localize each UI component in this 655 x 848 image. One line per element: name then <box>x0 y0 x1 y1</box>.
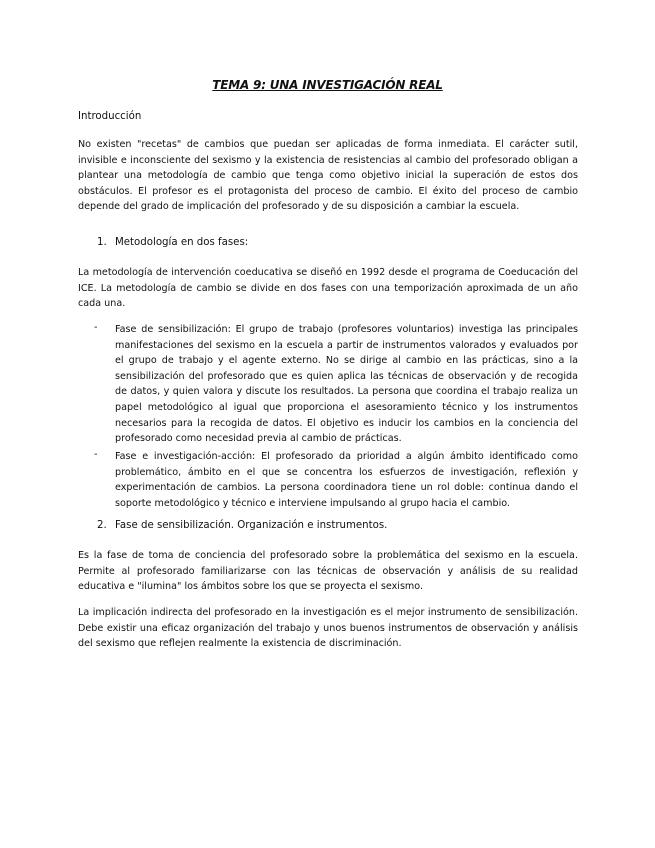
section-2-number: 2. <box>97 520 107 531</box>
section-2-paragraph-1: Es la fase de toma de conciencia del profesorado sobre la problemática del sexismo en la escuela. Permite al profesorado familiarizarse con las técnicas de observación y análisis de su realidad educativa e "ilumina" los ámbitos sobre los que se proyecta el sexismo. <box>78 550 578 593</box>
section-2-paragraph-2: La implicación indirecta del profesorado en la investigación es el mejor instrumento de sensibilización. Debe existir una eficaz organización del trabajo y unos buenos instrumentos de observación y análisis del sexismo que reflejen realmente la existencia de discriminación. <box>78 607 578 650</box>
bullet-marker: - <box>94 322 98 333</box>
section-1-number: 1. <box>97 237 107 248</box>
bullet-item-sensibilizacion: Fase de sensibilización: El grupo de trabajo (profesores voluntarios) investiga las principales manifestaciones del sexismo en la escuela a partir de instrumentos valorados y evaluados por el grupo de trabajo y el agente externo. No se dirige al cambio en las prácticas, sino a la sensibilización del profesorado que es quien aplica las técnicas de observación y de recogida de datos, y quien valora y discute los resultados. La persona que coordina el trabajo realiza un papel metodológico al igual que proporciona el asesoramiento técnico y los instrumentos necesarios para la recogida de datos. El objetivo es inducir los cambios en la conciencia del profesorado como necesidad previa al cambio de prácticas. <box>115 324 578 445</box>
intro-paragraph: No existen "recetas" de cambios que puedan ser aplicadas de forma inmediata. El carácter sutil, invisible e inconsciente del sexismo y la existencia de resistencias al cambio del profesorado obligan a plantear una metodología de cambio que tenga como objetivo inicial la superación de estos dos obstáculos. El profesor es el protagonista del proceso de cambio. El éxito del proceso de cambio depende del grado de implicación del profesorado y de su disposición a cambiar la escuela. <box>78 139 578 213</box>
section-2-heading-text: Fase de sensibilización. Organización e instrumentos. <box>115 520 388 531</box>
section-1-heading <box>97 237 248 248</box>
section-1-heading-text: Metodología en dos fases: <box>115 237 249 248</box>
intro-heading: Introducción <box>78 111 142 122</box>
bullet-marker: - <box>94 449 98 460</box>
section-2-heading <box>97 520 387 531</box>
section-1-paragraph: La metodología de intervención coeducativa se diseñó en 1992 desde el programa de Coeducación del ICE. La metodología de cambio se divide en dos fases con una temporización aproximada de un año cada una. <box>78 267 578 310</box>
bullet-item-investigacion-accion: Fase e investigación-acción: El profesorado da prioridad a algún ámbito identificado como problemático, ámbito en el que se concentra los esfuerzos de investigación, reflexión y experimentación de cambios. La persona coordinadora tiene un rol doble: continua dando el soporte metodológico y técnico e interviene impulsando al grupo hacia el cambio. <box>115 451 578 509</box>
document-title: TEMA 9: UNA INVESTIGACIÓN REAL <box>212 78 443 92</box>
